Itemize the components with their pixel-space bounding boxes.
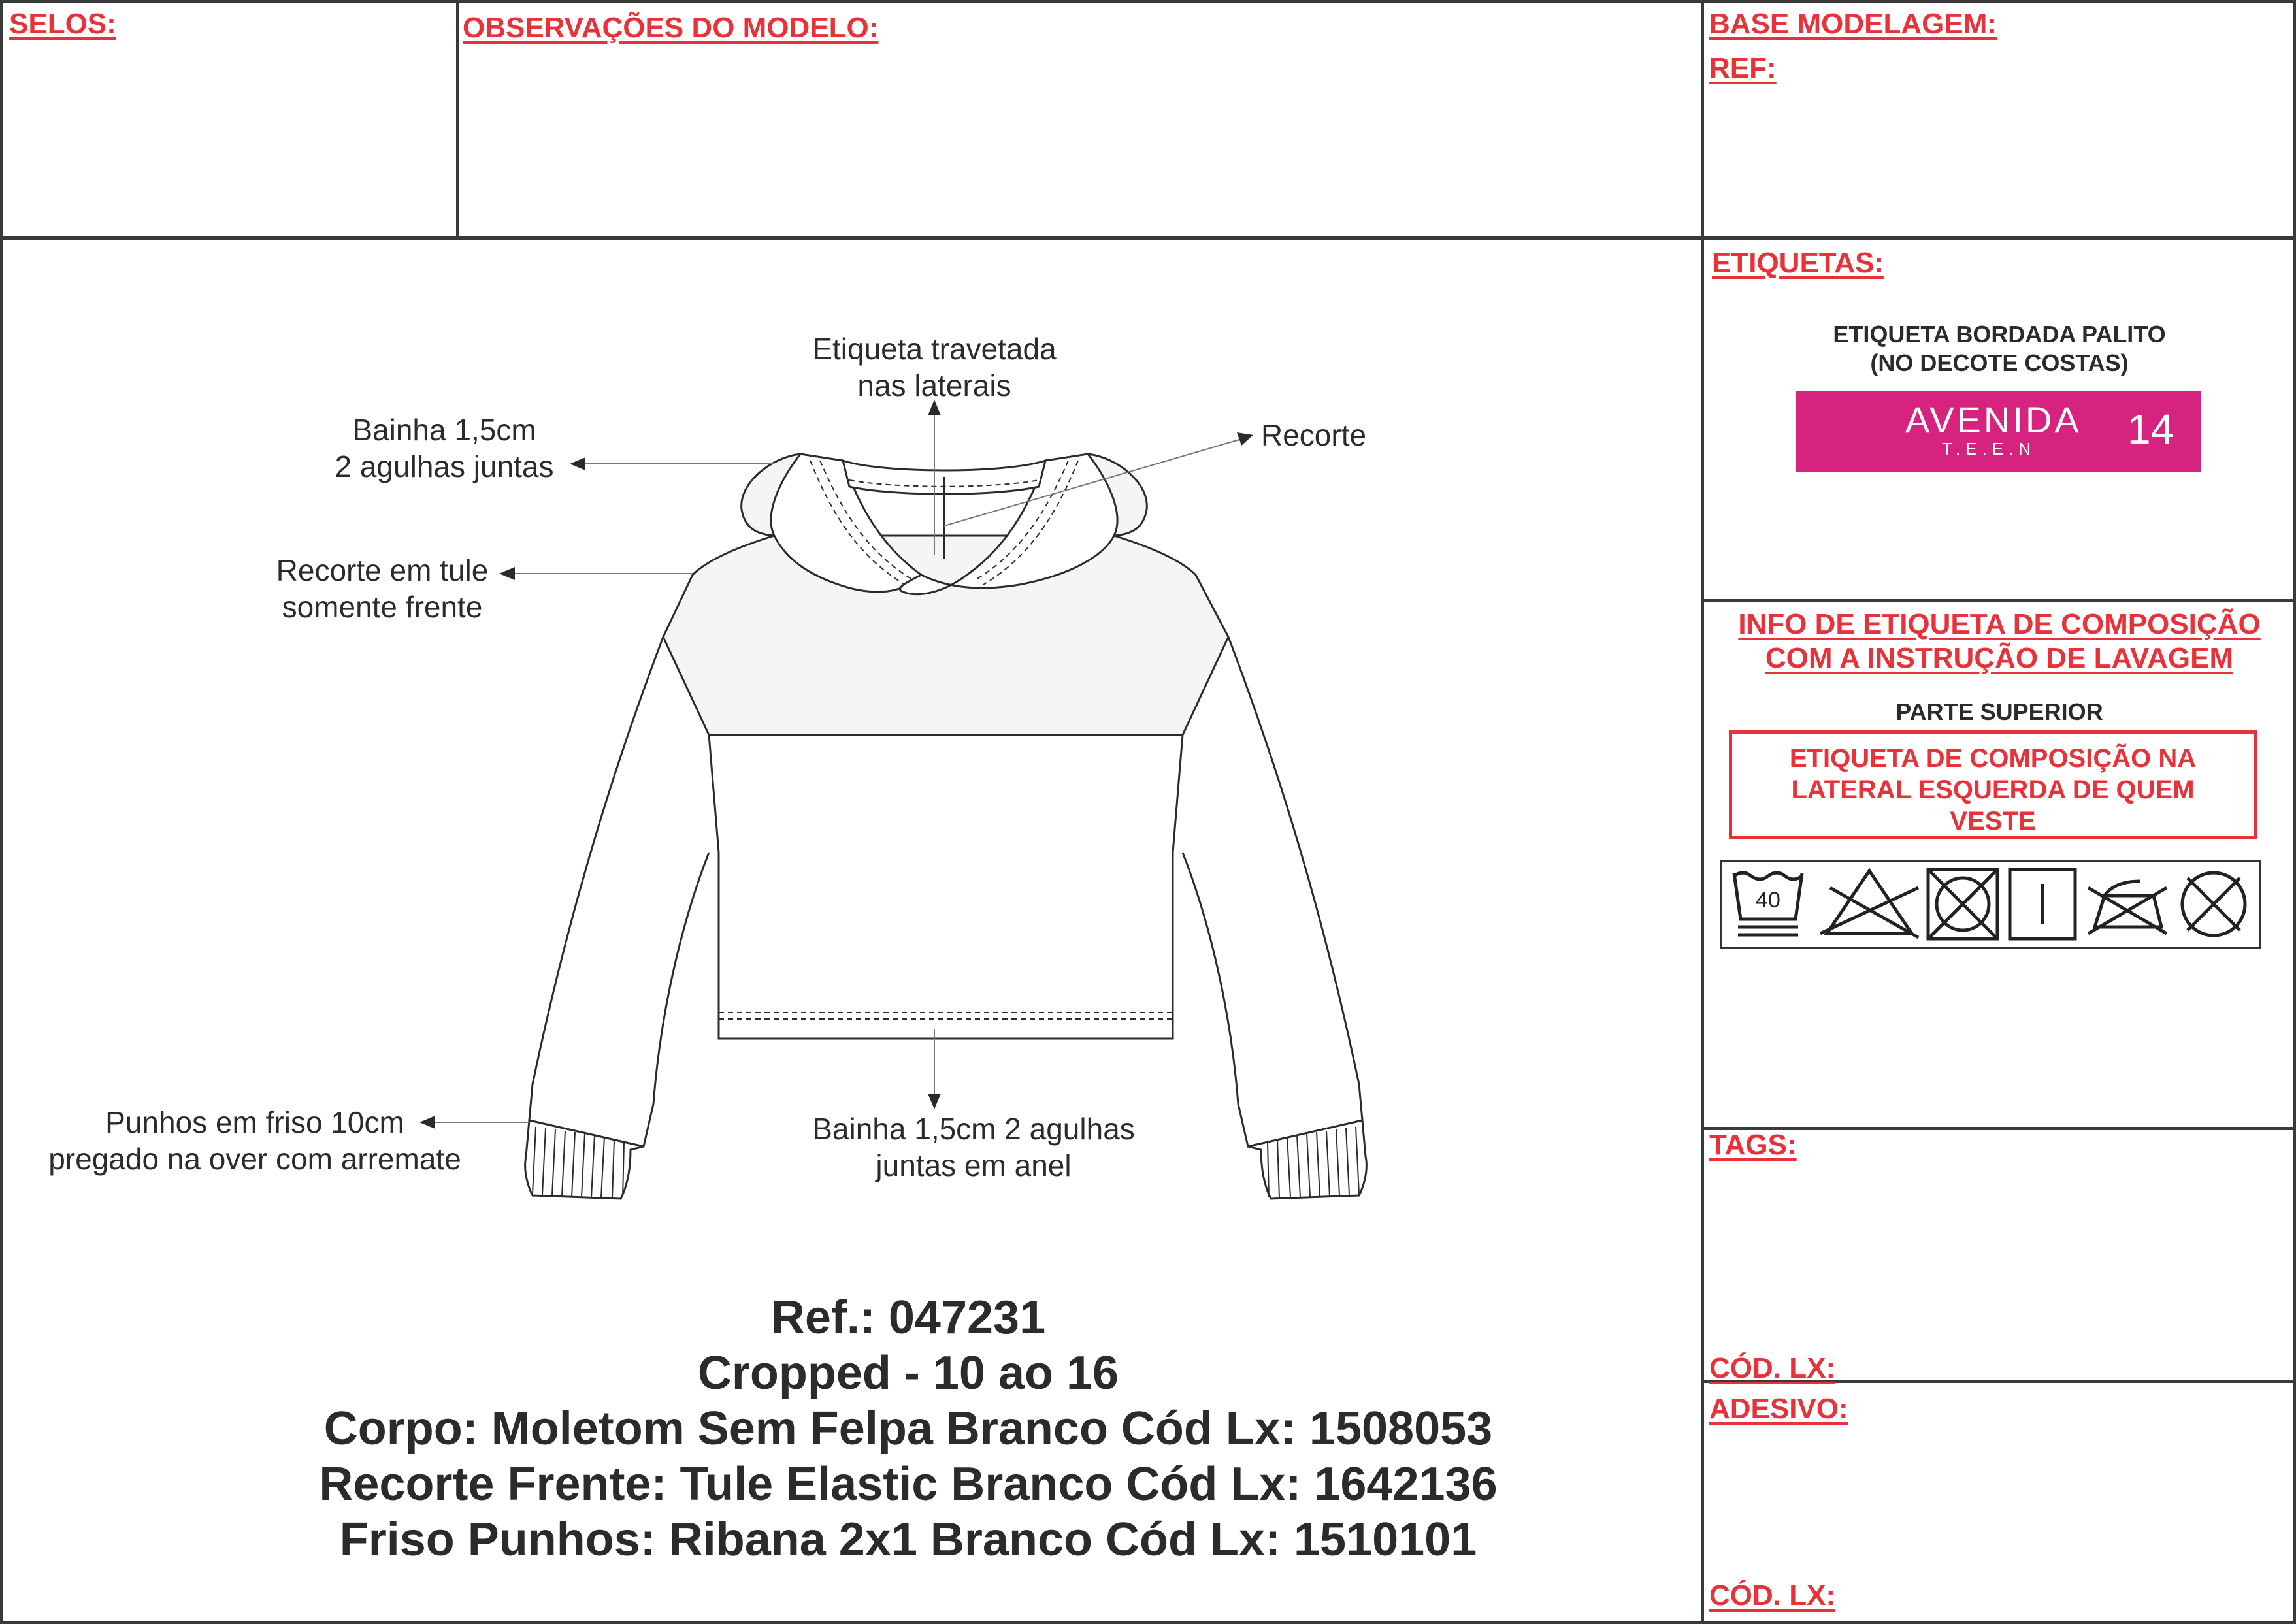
care-symbols — [1720, 860, 2261, 949]
adesivo-cod-label: CÓD. LX: — [1709, 1580, 1836, 1612]
spec-model: Cropped - 10 ao 16 — [697, 1347, 1119, 1399]
bainha-capuz-annotation: Bainha 1,5cm 2 agulhas juntas — [335, 413, 554, 483]
selos-label: SELOS: — [9, 8, 116, 40]
brand-name: AVENIDA — [1905, 399, 2082, 440]
base-modelagem-label: BASE MODELAGEM: — [1709, 8, 1997, 40]
tags-label: TAGS: — [1709, 1129, 1797, 1161]
tule-yoke — [663, 536, 1228, 735]
no-bleach-icon — [1820, 871, 1918, 937]
composicao-title: INFO DE ETIQUETA DE COMPOSIÇÃO COM A INSTRUÇÃO DE LAVAGEM — [1738, 608, 2261, 674]
line-dry-icon — [2010, 869, 2075, 939]
spec-ref: Ref.: 047231 — [770, 1291, 1046, 1344]
recorte-tule-annotation: Recorte em tule somente frente — [276, 553, 489, 624]
no-tumble-dry-icon — [1928, 869, 1997, 939]
brand-sub: T.E.E.N — [1942, 439, 2037, 459]
bainha-barra-annotation: Bainha 1,5cm 2 agulhas juntas em anel — [812, 1112, 1135, 1182]
tags-box — [1701, 1127, 2296, 1383]
recorte-annotation: Recorte — [1261, 418, 1367, 452]
adesivo-label: ADESIVO: — [1709, 1393, 1848, 1425]
parte-superior: PARTE SUPERIOR — [1895, 698, 2103, 725]
body-lower — [709, 735, 1183, 1039]
spec-front-cut: Recorte Frente: Tule Elastic Branco Cód Lx: 1642136 — [319, 1458, 1498, 1510]
no-iron-icon — [2088, 881, 2167, 934]
tags-cod-label: CÓD. LX: — [1709, 1352, 1836, 1384]
left-sleeve — [529, 637, 709, 1146]
spec-cuffs: Friso Punhos: Ribana 2x1 Branco Cód Lx: 1510101 — [339, 1514, 1477, 1566]
wash-temp: 40 — [1756, 888, 1780, 913]
etiqueta-type: ETIQUETA BORDADA PALITO (NO DECOTE COSTAS) — [1833, 321, 2166, 376]
right-sleeve — [1183, 637, 1362, 1146]
no-dry-clean-icon — [2182, 873, 2245, 935]
wash-40-gentle-icon — [1734, 873, 1802, 935]
brand-label — [1796, 391, 2201, 472]
ref-label: REF: — [1709, 52, 1777, 84]
observacoes-label: OBSERVAÇÕES DO MODELO: — [463, 12, 879, 44]
composicao-note: ETIQUETA DE COMPOSIÇÃO NA LATERAL ESQUERDA DE QUEM VESTE — [1729, 730, 2257, 839]
punhos-annotation: Punhos em friso 10cm pregado na over com arremate — [48, 1105, 461, 1176]
etiquetas-label: ETIQUETAS: — [1712, 247, 1884, 279]
etiqueta-travetada-annotation: Etiqueta travetada nas laterais — [812, 332, 1057, 402]
brand-number: 14 — [2127, 406, 2174, 453]
spec-body: Corpo: Moletom Sem Felpa Branco Cód Lx: 1508053 — [323, 1403, 1493, 1455]
